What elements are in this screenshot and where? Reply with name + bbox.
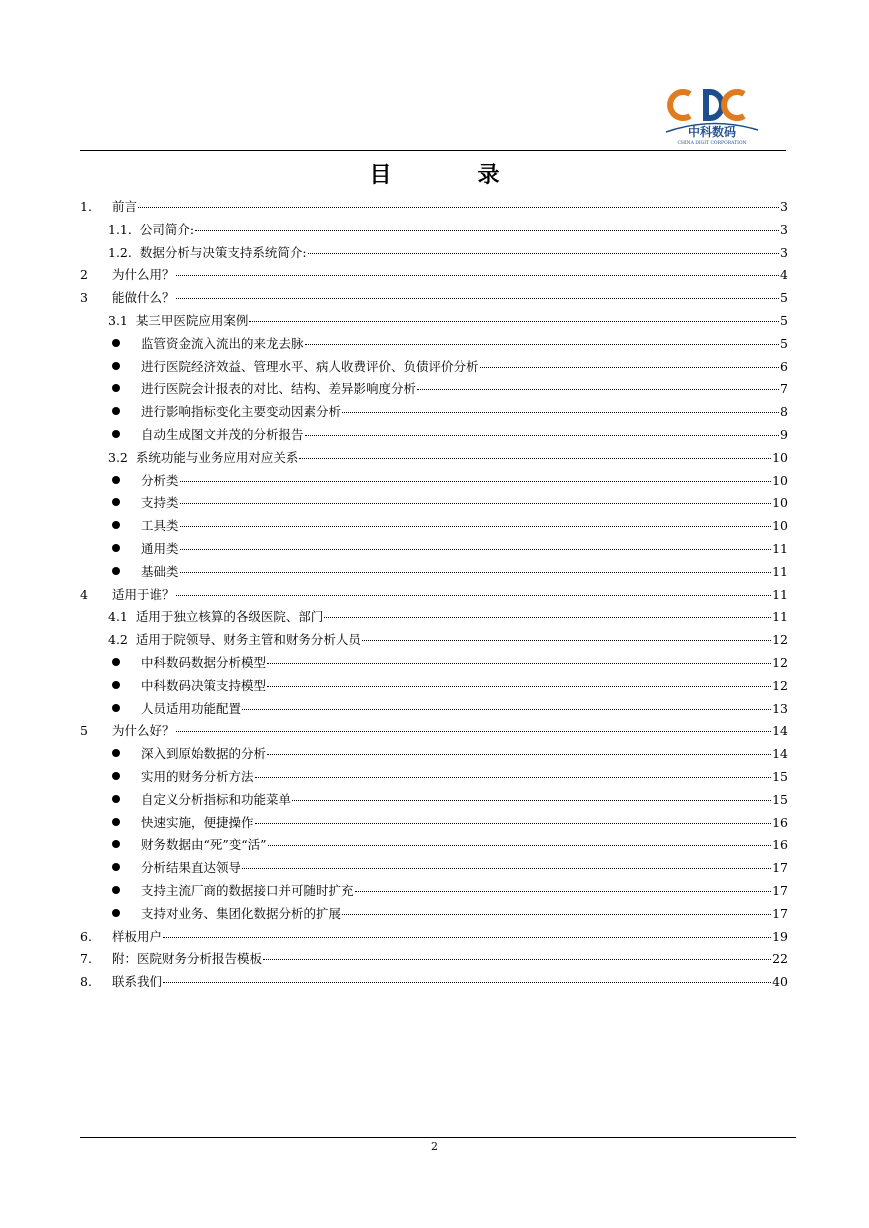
toc-leader-dots [195,230,779,231]
toc-entry-label: 为什么用？ [112,267,175,283]
toc-entry-label: 适用于独立核算的各级医院、部门 [135,609,324,625]
toc-entry-label: 人员适用功能配置 [141,700,242,716]
toc-leader-dots [180,526,772,527]
toc-entry[interactable] [80,516,788,539]
toc-entry[interactable] [80,220,788,243]
toc-entry[interactable] [80,813,788,836]
bullet-icon [112,795,120,803]
toc-entry-number: 3.1 [108,312,128,328]
toc-leader-dots [180,503,772,504]
toc-entry-page: 17 [772,882,788,898]
page-number: 2 [431,1140,438,1153]
toc-entry-label: 分析结果直达领导 [141,860,242,876]
toc-entry-number: 7. [80,951,92,967]
toc-entry-page: 10 [772,518,788,534]
toc-entry-label: 进行医院经济效益、管理水平、病人收费评价、负债评价分析 [141,358,479,374]
toc-entry-page: 5 [780,290,788,306]
toc-entry[interactable] [80,448,788,471]
toc-entry-page: 17 [772,860,788,876]
toc-entry-label: 联系我们 [112,974,163,990]
company-logo [664,86,760,146]
toc-entry-label: 前言 [112,199,138,214]
toc-leader-dots [176,595,772,596]
toc-entry-label: 监管资金流入流出的来龙去脉 [141,335,304,351]
toc-entry[interactable] [80,585,788,608]
toc-entry-page: 16 [772,837,788,853]
toc-entry-number: 1.2. [108,244,132,260]
bullet-icon [112,749,120,757]
toc-entry[interactable] [80,881,788,904]
footer-rule [80,1137,796,1138]
toc-entry-page: 3 [780,244,788,260]
toc-entry-label: 附：医院财务分析报告模板 [112,951,263,967]
toc-leader-dots [480,367,780,368]
toc-entry-label: 适用于谁？ [112,586,175,602]
toc-entry-page: 7 [780,381,788,397]
toc-leader-dots [305,435,780,436]
table-of-contents [80,197,788,995]
toc-entry-label: 中科数码数据分析模型 [141,654,267,670]
bullet-icon [112,476,120,484]
toc-entry[interactable] [80,288,788,311]
toc-leader-dots [342,412,779,413]
toc-leader-dots [138,207,779,208]
toc-leader-dots [180,549,772,550]
toc-leader-dots [176,298,780,299]
toc-entry[interactable] [80,311,788,334]
bullet-icon [112,362,120,370]
toc-leader-dots [308,253,779,254]
toc-entry-page: 10 [772,449,788,465]
toc-entry[interactable] [80,493,788,516]
toc-entry-label: 通用类 [141,540,179,556]
toc-entry-page: 6 [780,358,788,374]
toc-entry[interactable] [80,402,788,425]
toc-entry-page: 10 [772,495,788,511]
toc-entry-number: 1.1. [108,221,132,237]
toc-entry-page: 12 [772,632,788,648]
toc-leader-dots [324,617,771,618]
toc-entry[interactable] [80,904,788,927]
toc-entry-page: 16 [772,814,788,830]
bullet-icon [112,772,120,780]
bullet-icon [112,567,120,575]
bullet-icon [112,658,120,666]
toc-entry-label: 样板用户 [112,928,163,944]
toc-leader-dots [242,709,771,710]
toc-entry[interactable] [80,972,788,995]
toc-entry-page: 13 [772,700,788,716]
toc-entry-number: 4 [80,586,88,602]
toc-leader-dots [180,572,772,573]
toc-leader-dots [255,823,772,824]
toc-entry-label: 分析类 [141,472,179,488]
toc-entry[interactable] [80,744,788,767]
toc-leader-dots [267,686,771,687]
toc-entry-number: 6. [80,928,92,944]
bullet-icon [112,544,120,552]
toc-entry-label: 进行影响指标变化主要变动因素分析 [141,404,342,420]
toc-entry-page: 12 [772,677,788,693]
toc-entry-label: 支持主流厂商的数据接口并可随时扩充 [141,882,354,898]
toc-entry[interactable] [80,265,788,288]
toc-leader-dots [267,663,771,664]
bullet-icon [112,681,120,689]
toc-entry-page: 19 [772,928,788,944]
toc-entry-label: 某三甲医院应用案例 [135,312,249,328]
toc-entry-page: 14 [772,723,788,739]
toc-entry-label: 为什么好？ [112,723,175,739]
toc-entry-label: 自定义分析指标和功能菜单 [141,791,292,807]
toc-entry-number: 8. [80,974,92,990]
toc-entry-page: 4 [780,267,788,283]
toc-entry-page: 11 [772,586,788,602]
toc-leader-dots [249,321,779,322]
toc-entry[interactable] [80,767,788,790]
bullet-icon [112,863,120,871]
toc-leader-dots [355,891,772,892]
toc-leader-dots [292,800,771,801]
toc-entry-page: 9 [780,426,788,442]
toc-entry[interactable] [80,949,788,972]
toc-entry[interactable] [80,721,788,744]
toc-entry-label: 系统功能与业务应用对应关系 [135,449,299,465]
bullet-icon [112,521,120,529]
toc-entry[interactable] [80,790,788,813]
toc-entry-label: 适用于院领导、财务主管和财务分析人员 [135,632,361,648]
toc-entry[interactable] [80,379,788,402]
toc-entry-page: 11 [772,609,788,625]
toc-entry-page: 14 [772,746,788,762]
toc-entry-label: 深入到原始数据的分析 [141,746,267,762]
header-rule [80,150,786,151]
toc-leader-dots [299,458,771,459]
bullet-icon [112,909,120,917]
toc-leader-dots [267,754,771,755]
toc-entry-label: 财务数据由“死”变“活” [141,837,267,853]
toc-leader-dots [242,868,771,869]
logo-company-cn: 中科数码 [687,125,737,139]
toc-entry[interactable] [80,927,788,950]
bullet-icon [112,840,120,848]
bullet-icon [112,339,120,347]
bullet-icon [112,886,120,894]
toc-entry-label: 基础类 [141,563,179,579]
toc-entry-page: 15 [772,791,788,807]
toc-entry-number: 4.1 [108,609,128,625]
toc-entry-label: 中科数码决策支持模型 [141,677,267,693]
bullet-icon [112,384,120,392]
toc-title: 目 录 [369,162,532,188]
toc-entry-label: 支持对业务、集团化数据分析的扩展 [141,905,342,921]
toc-entry-number: 1. [80,199,92,214]
toc-entry[interactable] [80,699,788,722]
toc-entry[interactable] [80,676,788,699]
toc-leader-dots [268,845,772,846]
toc-entry-number: 2 [80,267,88,283]
bullet-icon [112,818,120,826]
toc-entry[interactable] [80,197,788,220]
toc-entry-number: 4.2 [108,632,128,648]
toc-entry-label: 支持类 [141,495,179,511]
toc-entry[interactable] [80,858,788,881]
toc-entry[interactable] [80,630,788,653]
toc-entry-page: 3 [780,221,788,237]
toc-entry-page: 5 [780,335,788,351]
logo-company-en: CHINA DIGIT CORPORATION [677,141,747,146]
toc-leader-dots [255,777,772,778]
toc-entry-label: 数据分析与决策支持系统简介: [139,244,307,260]
toc-entry-page: 12 [772,654,788,670]
toc-entry[interactable] [80,243,788,266]
toc-entry-number: 5 [80,723,88,739]
toc-entry-label: 自动生成图文并茂的分析报告 [141,426,304,442]
toc-entry-page: 17 [772,905,788,921]
toc-entry-label: 能做什么？ [112,290,175,306]
toc-leader-dots [362,640,771,641]
toc-entry-page: 8 [780,404,788,420]
toc-entry[interactable] [80,562,788,585]
toc-leader-dots [305,344,780,345]
toc-entry[interactable] [80,653,788,676]
bullet-icon [112,704,120,712]
toc-entry-page: 11 [772,540,788,556]
toc-entry-page: 3 [780,199,788,214]
toc-entry-page: 22 [772,951,788,967]
toc-entry-number: 3.2 [108,449,128,465]
bullet-icon [112,430,120,438]
toc-entry-label: 公司简介: [139,221,195,237]
toc-leader-dots [263,959,771,960]
toc-entry-page: 11 [772,563,788,579]
toc-entry-number: 3 [80,290,88,306]
toc-entry-label: 快速实施，便捷操作 [141,814,254,830]
toc-entry-page: 40 [772,974,788,990]
toc-leader-dots [163,937,771,938]
toc-entry-label: 进行医院会计报表的对比、结构、差异影响度分析 [141,381,417,397]
toc-entry[interactable] [80,471,788,494]
toc-leader-dots [176,275,780,276]
toc-entry-label: 工具类 [141,518,179,534]
toc-entry[interactable] [80,835,788,858]
toc-leader-dots [176,731,772,732]
bullet-icon [112,498,120,506]
toc-leader-dots [180,481,772,482]
toc-entry-page: 15 [772,768,788,784]
bullet-icon [112,407,120,415]
toc-entry[interactable] [80,425,788,448]
toc-leader-dots [163,982,771,983]
toc-entry-page: 10 [772,472,788,488]
toc-leader-dots [342,914,771,915]
toc-entry[interactable] [80,607,788,630]
toc-entry[interactable] [80,334,788,357]
toc-entry-page: 5 [780,312,788,328]
toc-entry-label: 实用的财务分析方法 [141,768,254,784]
toc-leader-dots [417,389,779,390]
toc-entry[interactable] [80,357,788,380]
toc-entry[interactable] [80,539,788,562]
